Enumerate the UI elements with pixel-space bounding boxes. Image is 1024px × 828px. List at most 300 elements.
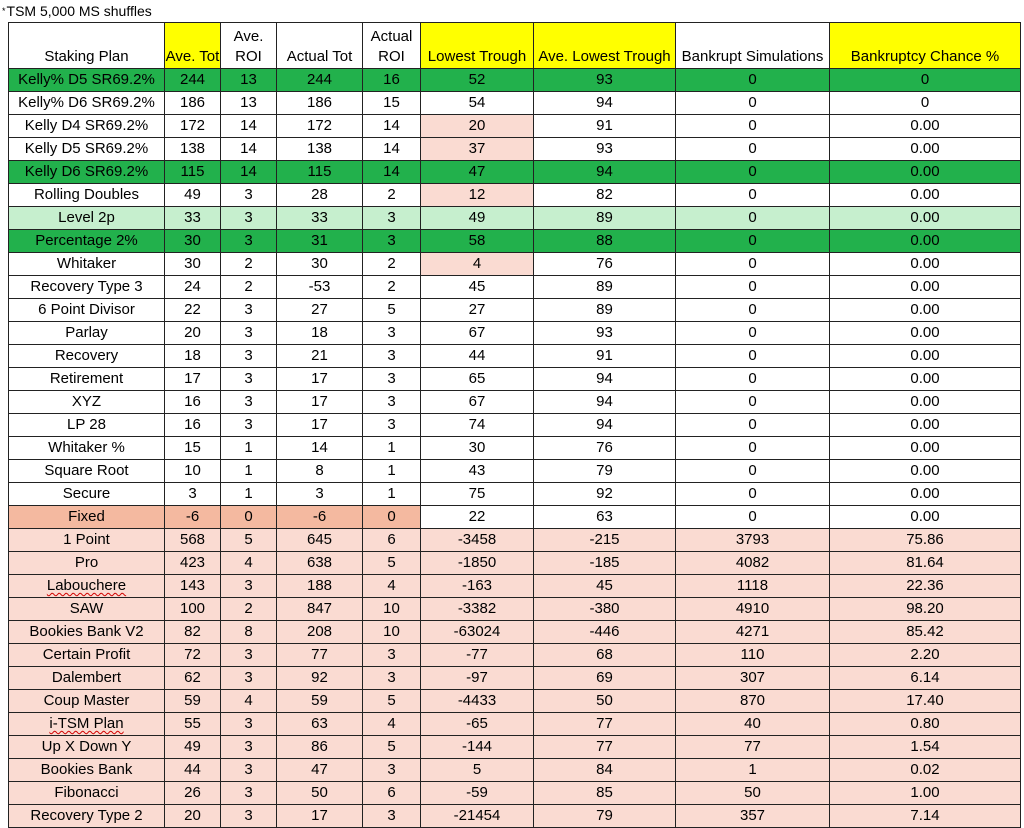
value-cell: 89 [534, 299, 676, 322]
value-cell: 65 [421, 368, 534, 391]
value-cell: 0.00 [830, 483, 1021, 506]
value-cell: 13 [221, 69, 277, 92]
value-cell: -65 [421, 713, 534, 736]
plan-name-cell: SAW [9, 598, 165, 621]
value-cell: 14 [363, 161, 421, 184]
table-row [9, 184, 1021, 207]
value-cell: 3 [363, 230, 421, 253]
value-cell: 45 [534, 575, 676, 598]
value-cell: 423 [165, 552, 221, 575]
plan-name-cell: 6 Point Divisor [9, 299, 165, 322]
value-cell: 20 [165, 805, 221, 828]
value-cell: 13 [221, 92, 277, 115]
value-cell: 82 [165, 621, 221, 644]
value-cell: 10 [363, 598, 421, 621]
value-cell: 0.00 [830, 115, 1021, 138]
value-cell: 89 [534, 207, 676, 230]
plan-name-cell: Kelly% D6 SR69.2% [9, 92, 165, 115]
value-cell: 0 [676, 207, 830, 230]
value-cell: 40 [676, 713, 830, 736]
value-cell: 20 [421, 115, 534, 138]
value-cell: 85.42 [830, 621, 1021, 644]
value-cell: 54 [421, 92, 534, 115]
value-cell: 17.40 [830, 690, 1021, 713]
value-cell: 94 [534, 391, 676, 414]
value-cell: 24 [165, 276, 221, 299]
table-row [9, 161, 1021, 184]
value-cell: 16 [165, 414, 221, 437]
value-cell: 88 [534, 230, 676, 253]
value-cell: 0 [676, 483, 830, 506]
value-cell: 50 [277, 782, 363, 805]
value-cell: 0.00 [830, 253, 1021, 276]
plan-name-cell: Rolling Doubles [9, 184, 165, 207]
value-cell: -63024 [421, 621, 534, 644]
value-cell: 58 [421, 230, 534, 253]
value-cell: 5 [363, 552, 421, 575]
value-cell: 20 [165, 322, 221, 345]
value-cell: -1850 [421, 552, 534, 575]
value-cell: 1.54 [830, 736, 1021, 759]
value-cell: 568 [165, 529, 221, 552]
value-cell: 0.00 [830, 161, 1021, 184]
value-cell: 6.14 [830, 667, 1021, 690]
value-cell: 22.36 [830, 575, 1021, 598]
value-cell: 21 [277, 345, 363, 368]
value-cell: 0 [676, 368, 830, 391]
value-cell: 0.00 [830, 138, 1021, 161]
plan-name-cell: LP 28 [9, 414, 165, 437]
value-cell: 82 [534, 184, 676, 207]
value-cell: 94 [534, 92, 676, 115]
value-cell: 5 [221, 529, 277, 552]
value-cell: 115 [277, 161, 363, 184]
value-cell: 77 [534, 713, 676, 736]
plan-name-cell: Whitaker % [9, 437, 165, 460]
value-cell: -185 [534, 552, 676, 575]
value-cell: 30 [277, 253, 363, 276]
value-cell: 0.00 [830, 368, 1021, 391]
plan-name-cell: Kelly% D5 SR69.2% [9, 69, 165, 92]
value-cell: 50 [534, 690, 676, 713]
plan-name-cell: Dalembert [9, 667, 165, 690]
value-cell: 0.80 [830, 713, 1021, 736]
value-cell: 12 [421, 184, 534, 207]
value-cell: 4 [363, 575, 421, 598]
value-cell: 69 [534, 667, 676, 690]
plan-name-cell: 1 Point [9, 529, 165, 552]
value-cell: 10 [165, 460, 221, 483]
value-cell: 47 [421, 161, 534, 184]
value-cell: 86 [277, 736, 363, 759]
value-cell: 14 [363, 115, 421, 138]
table-row [9, 368, 1021, 391]
value-cell: 1118 [676, 575, 830, 598]
value-cell: 3793 [676, 529, 830, 552]
value-cell: 2 [221, 253, 277, 276]
value-cell: 18 [165, 345, 221, 368]
value-cell: 172 [165, 115, 221, 138]
value-cell: 81.64 [830, 552, 1021, 575]
value-cell: 59 [277, 690, 363, 713]
value-cell: 3 [221, 299, 277, 322]
value-cell: 75 [421, 483, 534, 506]
value-cell: 0 [676, 138, 830, 161]
value-cell: 6 [363, 782, 421, 805]
table-row [9, 805, 1021, 828]
value-cell: 4 [363, 713, 421, 736]
table-row [9, 736, 1021, 759]
header-cell: Actual ROI [363, 23, 421, 69]
table-header [9, 23, 1021, 69]
plan-name-cell: Labouchere [9, 575, 165, 598]
table-row [9, 598, 1021, 621]
value-cell: 10 [363, 621, 421, 644]
value-cell: 3 [165, 483, 221, 506]
value-cell: 72 [165, 644, 221, 667]
plan-name-cell: Recovery [9, 345, 165, 368]
value-cell: 3 [363, 667, 421, 690]
value-cell: 0.00 [830, 414, 1021, 437]
table-row [9, 460, 1021, 483]
value-cell: 33 [277, 207, 363, 230]
value-cell: 50 [676, 782, 830, 805]
title-text: TSM 5,000 MS shuffles [6, 3, 152, 19]
value-cell: 0.00 [830, 299, 1021, 322]
value-cell: 4 [221, 690, 277, 713]
value-cell: 2 [363, 276, 421, 299]
table-row [9, 391, 1021, 414]
value-cell: 14 [221, 138, 277, 161]
value-cell: 4082 [676, 552, 830, 575]
value-cell: 16 [363, 69, 421, 92]
value-cell: 3 [221, 368, 277, 391]
value-cell: 3 [221, 575, 277, 598]
value-cell: 49 [421, 207, 534, 230]
value-cell: 3 [363, 345, 421, 368]
value-cell: 3 [221, 414, 277, 437]
plan-name-cell: Recovery Type 3 [9, 276, 165, 299]
table-row [9, 437, 1021, 460]
value-cell: 17 [277, 368, 363, 391]
value-cell: 30 [165, 253, 221, 276]
value-cell: 0 [676, 115, 830, 138]
value-cell: 0 [363, 506, 421, 529]
value-cell: 47 [277, 759, 363, 782]
value-cell: 67 [421, 391, 534, 414]
value-cell: 0.00 [830, 276, 1021, 299]
value-cell: 186 [277, 92, 363, 115]
value-cell: 0 [676, 184, 830, 207]
table-row [9, 276, 1021, 299]
value-cell: 0.00 [830, 460, 1021, 483]
table-row [9, 414, 1021, 437]
table-row [9, 782, 1021, 805]
value-cell: 3 [221, 184, 277, 207]
value-cell: 244 [277, 69, 363, 92]
plan-name-cell: Kelly D4 SR69.2% [9, 115, 165, 138]
header-cell: Ave. Lowest Trough [534, 23, 676, 69]
document-title [2, 2, 152, 20]
value-cell: 0 [676, 414, 830, 437]
value-cell: 14 [221, 161, 277, 184]
table-row [9, 92, 1021, 115]
value-cell: 93 [534, 138, 676, 161]
value-cell: 4 [421, 253, 534, 276]
header-cell: Lowest Trough [421, 23, 534, 69]
value-cell: 3 [221, 713, 277, 736]
value-cell: 3 [363, 368, 421, 391]
value-cell: 0 [676, 253, 830, 276]
plan-name-cell: Level 2p [9, 207, 165, 230]
value-cell: 16 [165, 391, 221, 414]
value-cell: 645 [277, 529, 363, 552]
value-cell: 2 [221, 598, 277, 621]
value-cell: -3382 [421, 598, 534, 621]
plan-name-cell: Secure [9, 483, 165, 506]
value-cell: 28 [277, 184, 363, 207]
value-cell: 3 [221, 736, 277, 759]
value-cell: 59 [165, 690, 221, 713]
value-cell: 91 [534, 345, 676, 368]
table-row [9, 230, 1021, 253]
table-row [9, 690, 1021, 713]
value-cell: -163 [421, 575, 534, 598]
value-cell: 3 [221, 391, 277, 414]
value-cell: 4 [221, 552, 277, 575]
value-cell: 26 [165, 782, 221, 805]
value-cell: 89 [534, 276, 676, 299]
value-cell: 5 [363, 736, 421, 759]
plan-name-cell: Bookies Bank V2 [9, 621, 165, 644]
table-row [9, 207, 1021, 230]
value-cell: 15 [363, 92, 421, 115]
value-cell: 93 [534, 322, 676, 345]
value-cell: 3 [277, 483, 363, 506]
header-cell: Ave. Tot [165, 23, 221, 69]
value-cell: -6 [165, 506, 221, 529]
title-marker: * [2, 6, 6, 16]
value-cell: 3 [363, 805, 421, 828]
value-cell: 8 [221, 621, 277, 644]
value-cell: 0 [676, 276, 830, 299]
value-cell: 0 [676, 460, 830, 483]
value-cell: 94 [534, 414, 676, 437]
table-row [9, 115, 1021, 138]
value-cell: 63 [534, 506, 676, 529]
table-row [9, 322, 1021, 345]
value-cell: 847 [277, 598, 363, 621]
value-cell: 143 [165, 575, 221, 598]
value-cell: 0 [676, 345, 830, 368]
value-cell: 4271 [676, 621, 830, 644]
header-cell: Staking Plan [9, 23, 165, 69]
value-cell: 79 [534, 805, 676, 828]
value-cell: 92 [534, 483, 676, 506]
value-cell: 14 [363, 138, 421, 161]
value-cell: 63 [277, 713, 363, 736]
value-cell: -380 [534, 598, 676, 621]
value-cell: 33 [165, 207, 221, 230]
table-row [9, 69, 1021, 92]
table-row [9, 483, 1021, 506]
value-cell: -53 [277, 276, 363, 299]
value-cell: 62 [165, 667, 221, 690]
table-row [9, 552, 1021, 575]
value-cell: 244 [165, 69, 221, 92]
value-cell: 0 [676, 69, 830, 92]
value-cell: 52 [421, 69, 534, 92]
value-cell: 357 [676, 805, 830, 828]
value-cell: 7.14 [830, 805, 1021, 828]
table-row [9, 253, 1021, 276]
value-cell: 3 [221, 759, 277, 782]
table-row [9, 345, 1021, 368]
value-cell: 3 [363, 207, 421, 230]
value-cell: 0.00 [830, 345, 1021, 368]
value-cell: 3 [363, 414, 421, 437]
value-cell: 30 [165, 230, 221, 253]
value-cell: 31 [277, 230, 363, 253]
value-cell: 3 [363, 644, 421, 667]
value-cell: 2 [363, 253, 421, 276]
value-cell: 188 [277, 575, 363, 598]
plan-name-cell: Up X Down Y [9, 736, 165, 759]
plan-name-cell: Kelly D5 SR69.2% [9, 138, 165, 161]
value-cell: -97 [421, 667, 534, 690]
table-row [9, 759, 1021, 782]
staking-plan-table [8, 22, 1021, 828]
value-cell: 1 [221, 483, 277, 506]
value-cell: -21454 [421, 805, 534, 828]
plan-name-cell: Percentage 2% [9, 230, 165, 253]
plan-name-cell: Bookies Bank [9, 759, 165, 782]
table-row [9, 529, 1021, 552]
value-cell: 27 [277, 299, 363, 322]
header-cell: Bankrupt Simulations [676, 23, 830, 69]
value-cell: 172 [277, 115, 363, 138]
value-cell: 110 [676, 644, 830, 667]
value-cell: 3 [363, 322, 421, 345]
plan-name-cell: Fixed [9, 506, 165, 529]
value-cell: 79 [534, 460, 676, 483]
value-cell: 14 [221, 115, 277, 138]
value-cell: 0.00 [830, 207, 1021, 230]
table-row [9, 644, 1021, 667]
value-cell: 67 [421, 322, 534, 345]
value-cell: 76 [534, 437, 676, 460]
value-cell: 30 [421, 437, 534, 460]
value-cell: 68 [534, 644, 676, 667]
value-cell: 208 [277, 621, 363, 644]
value-cell: -6 [277, 506, 363, 529]
value-cell: 0 [676, 322, 830, 345]
value-cell: 1 [676, 759, 830, 782]
value-cell: 5 [363, 690, 421, 713]
value-cell: 0 [676, 161, 830, 184]
plan-name-cell: Certain Profit [9, 644, 165, 667]
value-cell: 1.00 [830, 782, 1021, 805]
value-cell: 3 [221, 230, 277, 253]
value-cell: 55 [165, 713, 221, 736]
value-cell: 0 [676, 506, 830, 529]
value-cell: 74 [421, 414, 534, 437]
value-cell: 3 [221, 345, 277, 368]
value-cell: 0.00 [830, 391, 1021, 414]
value-cell: 14 [277, 437, 363, 460]
value-cell: 91 [534, 115, 676, 138]
value-cell: 100 [165, 598, 221, 621]
table-row [9, 621, 1021, 644]
table-row [9, 713, 1021, 736]
plan-name-cell: Fibonacci [9, 782, 165, 805]
table-row [9, 667, 1021, 690]
value-cell: 1 [363, 460, 421, 483]
header-row [9, 23, 1021, 69]
value-cell: 138 [277, 138, 363, 161]
value-cell: 44 [421, 345, 534, 368]
value-cell: 3 [363, 391, 421, 414]
value-cell: 0.00 [830, 506, 1021, 529]
value-cell: 85 [534, 782, 676, 805]
value-cell: 2 [221, 276, 277, 299]
value-cell: 49 [165, 184, 221, 207]
value-cell: 115 [165, 161, 221, 184]
value-cell: 44 [165, 759, 221, 782]
header-cell: Ave. ROI [221, 23, 277, 69]
value-cell: -215 [534, 529, 676, 552]
value-cell: 77 [534, 736, 676, 759]
value-cell: 0 [830, 69, 1021, 92]
value-cell: 0 [221, 506, 277, 529]
value-cell: 8 [277, 460, 363, 483]
value-cell: 27 [421, 299, 534, 322]
value-cell: 17 [277, 414, 363, 437]
plan-name-cell: Square Root [9, 460, 165, 483]
value-cell: 45 [421, 276, 534, 299]
table-row [9, 575, 1021, 598]
value-cell: 307 [676, 667, 830, 690]
value-cell: 870 [676, 690, 830, 713]
value-cell: 1 [363, 483, 421, 506]
value-cell: -59 [421, 782, 534, 805]
value-cell: 5 [363, 299, 421, 322]
value-cell: -144 [421, 736, 534, 759]
value-cell: 0 [676, 391, 830, 414]
value-cell: 2.20 [830, 644, 1021, 667]
value-cell: 84 [534, 759, 676, 782]
value-cell: 186 [165, 92, 221, 115]
value-cell: 76 [534, 253, 676, 276]
value-cell: 37 [421, 138, 534, 161]
value-cell: 0.00 [830, 230, 1021, 253]
value-cell: 92 [277, 667, 363, 690]
value-cell: -4433 [421, 690, 534, 713]
plan-name-cell: Retirement [9, 368, 165, 391]
value-cell: 94 [534, 368, 676, 391]
plan-name-cell: XYZ [9, 391, 165, 414]
value-cell: -77 [421, 644, 534, 667]
value-cell: 17 [277, 805, 363, 828]
value-cell: 6 [363, 529, 421, 552]
value-cell: 94 [534, 161, 676, 184]
value-cell: 0.00 [830, 184, 1021, 207]
value-cell: -446 [534, 621, 676, 644]
plan-name-cell: Kelly D6 SR69.2% [9, 161, 165, 184]
table-body [9, 69, 1021, 828]
value-cell: 1 [221, 460, 277, 483]
value-cell: 77 [277, 644, 363, 667]
